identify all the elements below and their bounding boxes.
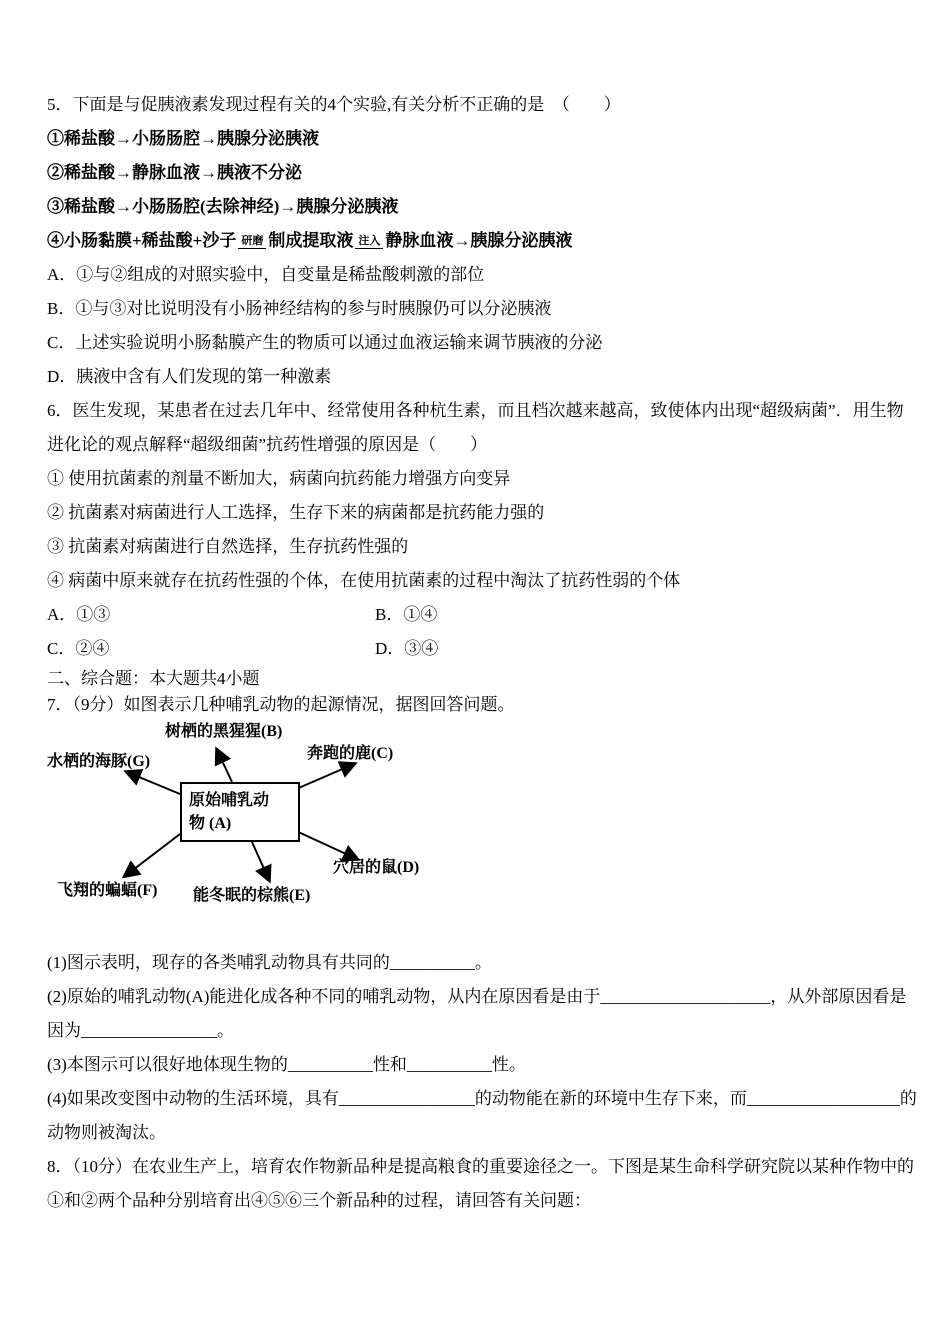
q8-stem-line1: 8．（10分）在农业生产上，培育农作物新品种是提高粮食的重要途径之一。下图是某生命科学研究院以某种作物中的	[47, 1157, 914, 1176]
q5-experiment-3: ③稀盐酸→小肠肠腔(去除神经)→胰腺分泌胰液	[47, 197, 399, 216]
q5-option-b: B．①与③对比说明没有小肠神经结构的参与时胰腺仍可以分泌胰液	[47, 299, 552, 318]
arrow-to-bear	[252, 842, 269, 880]
q5-experiment-2: ②稀盐酸→静脉血液→胰液不分泌	[47, 163, 302, 182]
q7-blank-2b: 因为________________。	[47, 1021, 234, 1040]
arrow-to-chimpanzee	[217, 750, 232, 782]
q7-stem: 7．（9分）如图表示几种哺乳动物的起源情况，据图回答问题。	[47, 695, 515, 714]
q6-option-d: D．③④	[375, 639, 439, 658]
q6-options-row-1	[47, 598, 903, 632]
arrow-to-deer	[294, 764, 354, 790]
q5-exp4-mid: 制成提取液	[268, 231, 354, 250]
q7-blank-2a: (2)原始的哺乳动物(A)能进化成各种不同的哺乳动物，从内在原因看是由于____________________，从外部原因看是	[47, 987, 907, 1006]
q6-stem-line1: 6．医生发现，某患者在过去几年中、经常使用各种杭生素，而且档次越来越高，致使体内出现“超级病菌”．用生物	[47, 401, 904, 420]
q6-item-2: ② 抗菌素对病菌进行人工选择，生存下来的病菌都是抗药能力强的	[47, 503, 545, 522]
q6-item-4: ④ 病菌中原来就存在抗药性强的个体，在使用抗菌素的过程中淘汰了抗药性弱的个体	[47, 571, 681, 590]
arrow-to-mouse	[294, 830, 357, 859]
diagram-center-line2: 物 (A)	[189, 815, 232, 832]
q6-option-c: C．②④	[47, 639, 110, 658]
q6-option-b: B．①④	[375, 605, 438, 624]
diagram-label-chimpanzee: 树栖的黑猩猩(B)	[165, 723, 283, 740]
q8-stem-line2: ①和②两个品种分别培育出④⑤⑥三个新品种的过程，请回答有关问题：	[47, 1191, 591, 1210]
q6-item-1: ① 使用抗菌素的剂量不断加大，病菌向抗药能力增强方向变异	[47, 469, 511, 488]
q5-experiment-1: ①稀盐酸→小肠肠腔→胰腺分泌胰液	[47, 129, 319, 148]
q5-exp4-inject-label: 注入	[355, 235, 383, 249]
q5-exp4-grind-label: 研磨	[238, 235, 266, 249]
q6-option-a: A．①③	[47, 605, 111, 624]
diagram-center-line1: 原始哺乳动	[189, 792, 270, 809]
q5-option-c: C．上述实验说明小肠黏膜产生的物质可以通过血液运输来调节胰液的分泌	[47, 333, 603, 352]
arrow-to-dolphin	[127, 772, 180, 794]
q7-mammal-origin-diagram	[47, 724, 487, 932]
q6-options-row-2	[47, 632, 903, 666]
q5-option-a: A．①与②组成的对照实验中，自变量是稀盐酸刺激的部位	[47, 265, 485, 284]
q7-blank-4b: 动物则被淘汰。	[47, 1123, 166, 1142]
q5-option-d: D．胰液中含有人们发现的第一种激素	[47, 367, 332, 386]
q5-stem: 5．下面是与促胰液素发现过程有关的4个实验,有关分析不正确的是 （ ）	[47, 95, 621, 114]
q5-experiment-4	[47, 224, 903, 258]
q7-blank-1: (1)图示表明，现存的各类哺乳动物具有共同的__________。	[47, 953, 492, 972]
q6-stem-line2: 进化论的观点解释“超级细菌”抗药性增强的原因是（ ）	[47, 435, 488, 454]
q7-blank-3: (3)本图示可以很好地体现生物的__________性和__________性。	[47, 1055, 526, 1074]
q6-item-3: ③ 抗菌素对病菌进行自然选择，生存抗药性强的	[47, 537, 409, 556]
diagram-label-deer: 奔跑的鹿(C)	[307, 745, 394, 762]
diagram-label-bear: 能冬眠的棕熊(E)	[193, 887, 311, 904]
diagram-label-bat: 飞翔的蝙蝠(F)	[57, 882, 158, 899]
q7-blank-4a: (4)如果改变图中动物的生活环境，具有________________的动物能在新的环境中生存下来，而__________________的	[47, 1089, 917, 1108]
diagram-label-dolphin: 水栖的海豚(G)	[47, 753, 151, 770]
diagram-label-mouse: 穴居的鼠(D)	[333, 859, 420, 876]
q5-exp4-prefix: ④小肠黏膜+稀盐酸+沙子	[47, 231, 237, 250]
section2-heading: 二、综合题：本大题共4小题	[47, 669, 260, 688]
arrow-to-bat	[125, 834, 180, 876]
q5-exp4-suffix: 静脉血液→胰腺分泌胰液	[385, 231, 573, 250]
diagram-center-box	[180, 782, 300, 842]
